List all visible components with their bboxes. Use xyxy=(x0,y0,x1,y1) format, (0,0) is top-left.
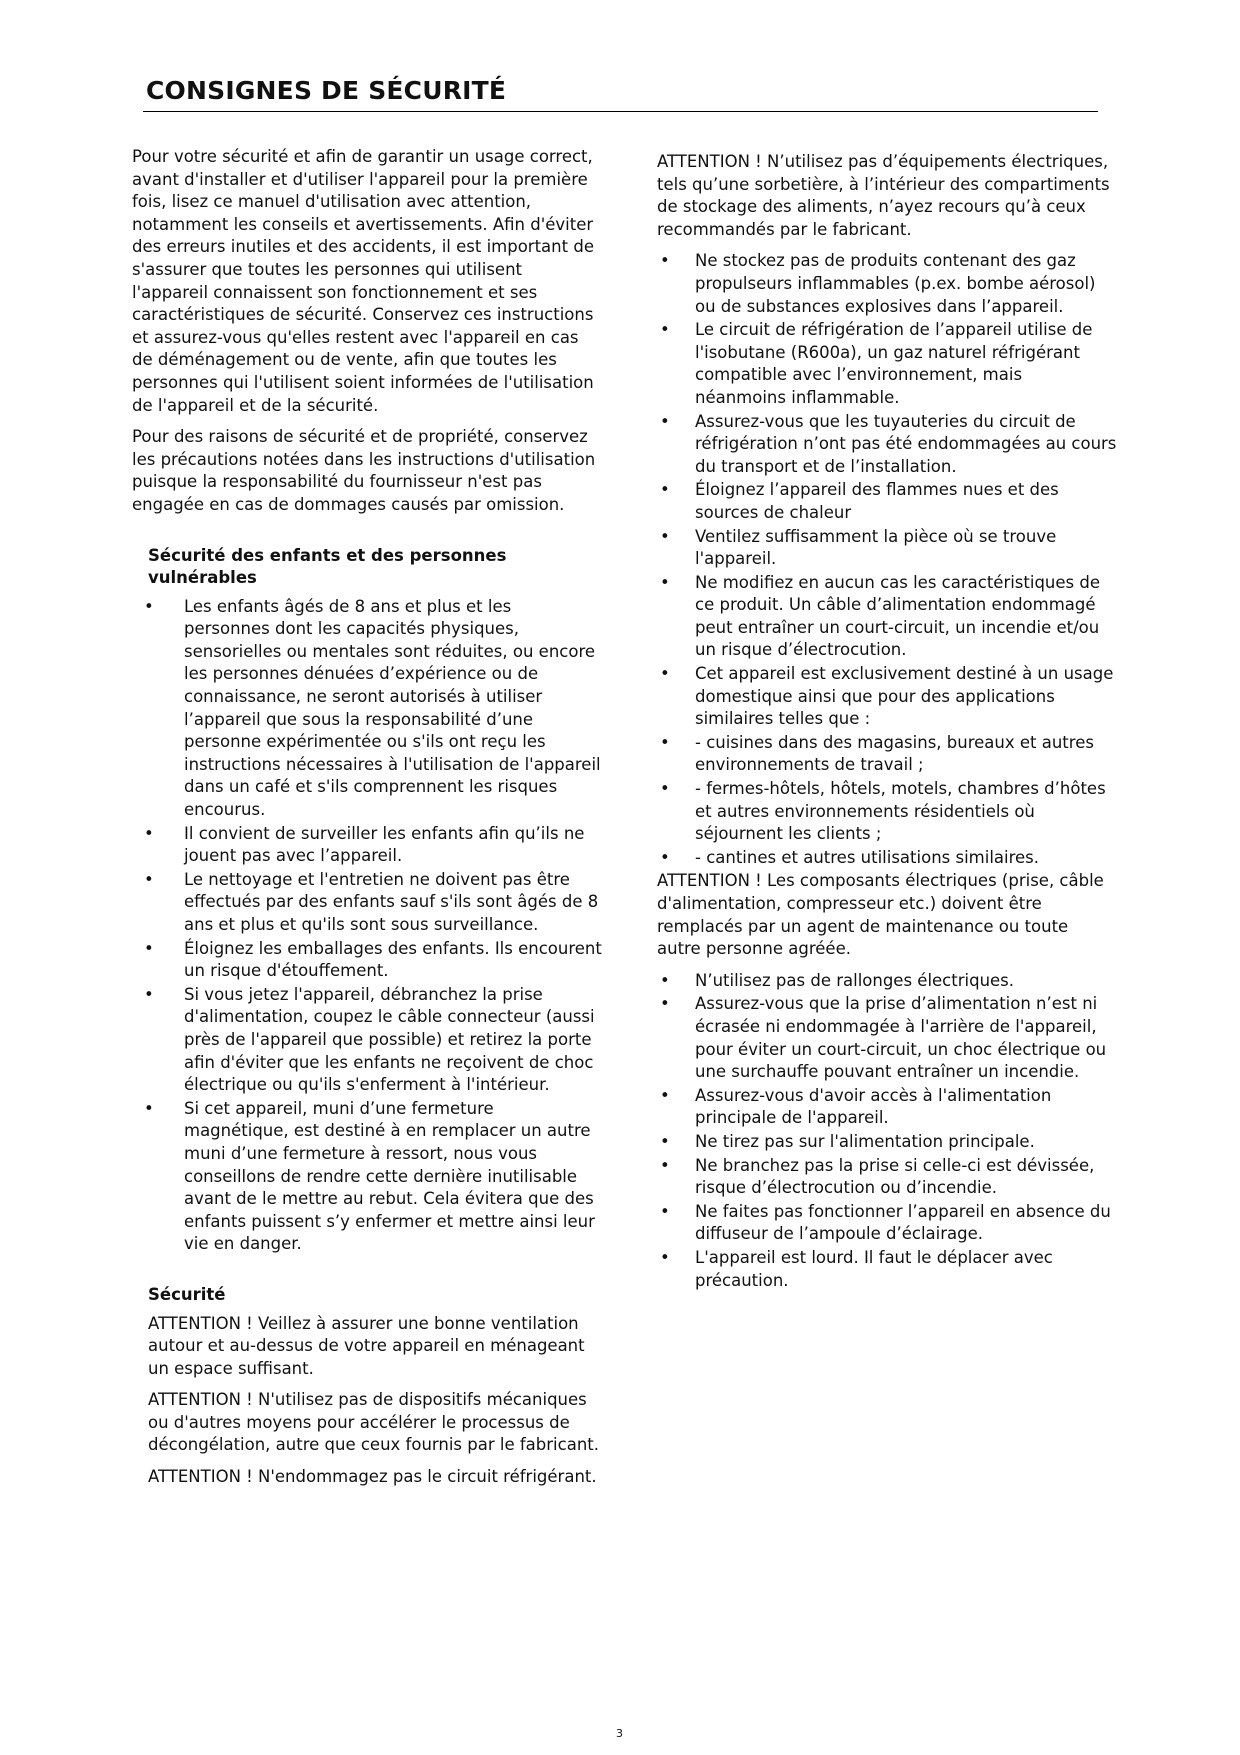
bullet-icon: • xyxy=(660,732,670,752)
list-item: • Éloignez l’appareil des flammes nues et des sources de chaleur xyxy=(660,480,1059,522)
bullet-icon: • xyxy=(660,572,670,592)
safety-heading: Sécurité xyxy=(148,1284,226,1304)
list-item: • Éloignez les emballages des enfants. Ils encourent un risque d'étouffement. xyxy=(144,938,602,981)
list-item: • Ne branchez pas la prise si celle-ci est dévissée, risque d’électrocution ou d’incendie. xyxy=(660,1155,1095,1198)
intro-paragraph: Pour votre sécurité et afin de garantir un usage correct, avant d'installer et d'utiliser l'appareil pour la première fois, lisez ce manuel d'utilisation avec attention, notamment les conseils et avertissements. Afin d'éviter des erreurs inutiles et des accidents, il est important de s'assurer que toutes les personnes qui utilisent l'appareil connaissent son fonctionnement et ses caractéristiques de sécurité. Conservez ces instructions et assurez-vous qu'elles restent avec l'appareil en cas de déménagement ou de vente, afin que toutes les personnes qui l'utilisent soient informées de l'utilisation de l'appareil et de la sécurité. xyxy=(132,147,594,415)
bullet-icon: • xyxy=(660,970,670,990)
title-underline xyxy=(143,111,1098,112)
bullet-icon: • xyxy=(660,847,670,867)
bullet-icon: • xyxy=(660,1201,670,1221)
list-item: • N’utilisez pas de rallonges électriques. xyxy=(657,970,1117,993)
list-item: • Il convient de surveiller les enfants afin qu’ils ne jouent pas avec l’appareil. xyxy=(144,823,585,866)
bullet-icon: • xyxy=(144,938,154,958)
list-item: • Les enfants âgés de 8 ans et plus et les personnes dont les capacités physiques, sensorielles ou mentales sont réduites, ou encore les personnes dénuées d’expérience ou de connaissance, ne seront autorisés à utiliser l’appareil que sous la responsabilité d’une personne expérimentée ou s'ils ont reçu les instructions nécessaires à l'utilisation de l'appareil dans un café et s'ils comprennent les risques encourus. xyxy=(144,596,601,820)
bullet-icon: • xyxy=(660,1247,670,1267)
bullet-icon: • xyxy=(660,320,670,340)
list-item: • - cuisines dans des magasins, bureaux et autres environnements de travail ; xyxy=(660,732,1094,775)
list-item: • Le circuit de réfrigération de l’appareil utilise de l'isobutane (R600a), un gaz naturel réfrigérant compatible avec l’environnement, mais néanmoins inflammable. xyxy=(660,320,1093,407)
attention-electrical-components: ATTENTION ! Les composants électriques (prise, câble d'alimentation, compresseur etc.) doivent être remplacés par un agent de maintenance ou toute autre personne agréée. xyxy=(657,871,1104,959)
bullet-icon: • xyxy=(660,779,670,799)
list-item: • Si vous jetez l'appareil, débranchez la prise d'alimentation, coupez le câble connecteur (aussi près de l'appareil que possible) et retirez la porte afin d'éviter que les enfants ne reçoivent de choc électrique ou qu'ils s'enferment à l'intérieur. xyxy=(144,984,595,1095)
list-item: • Ne stockez pas de produits contenant des gaz propulseurs inflammables (p.ex. bombe aérosol) ou de substances explosives dans l’appareil. xyxy=(660,251,1096,316)
bullet-icon: • xyxy=(660,411,670,431)
list-item: • Assurez-vous que la prise d’alimentation n’est ni écrasée ni endommagée à l'arrière de l'appareil, pour éviter un court-circuit, un choc électrique ou une surchauffe pouvant entraîner un incendie. xyxy=(660,994,1107,1082)
list-item: • Ne tirez pas sur l'alimentation principale. xyxy=(657,1131,1117,1154)
page-title: CONSIGNES DE SÉCURITÉ xyxy=(146,76,507,105)
bullet-icon: • xyxy=(144,1098,154,1118)
bullet-icon: • xyxy=(660,1085,670,1105)
bullet-icon: • xyxy=(660,251,670,271)
attention-electrical-equipment: ATTENTION ! N’utilisez pas d’équipements électriques, tels qu’une sorbetière, à l’intérieur des compartiments de stockage des aliments, n’ayez recours qu’à ceux recommandés par le fabricant. xyxy=(657,152,1110,239)
list-item: • - cantines et autres utilisations similaires. xyxy=(657,847,1117,870)
bullet-icon: • xyxy=(144,823,154,843)
list-item: • - fermes-hôtels, hôtels, motels, chambres d’hôtes et autres environnements résidentiels où séjournent les clients ; xyxy=(660,779,1106,844)
bullet-icon: • xyxy=(660,994,670,1014)
list-item: • Assurez-vous que les tuyauteries du circuit de réfrigération n’ont pas été endommagées au cours du transport et de l’installation. xyxy=(660,411,1117,476)
children-safety-list xyxy=(132,596,602,1256)
left-column xyxy=(132,146,602,1498)
page-number: 3 xyxy=(616,1727,623,1740)
list-item: • Cet appareil est exclusivement destiné à un usage domestique ainsi que pour des applications similaires telles que : xyxy=(660,664,1114,729)
bullet-icon: • xyxy=(660,526,670,546)
bullet-icon: • xyxy=(660,1131,670,1151)
attention-ventilation: ATTENTION ! Veillez à assurer une bonne ventilation autour et au-dessus de votre appareil en ménageant un espace suffisant. xyxy=(148,1313,585,1378)
bullet-icon: • xyxy=(144,869,154,889)
right-column xyxy=(657,151,1117,1293)
attention-circuit: ATTENTION ! N'endommagez pas le circuit réfrigérant. xyxy=(148,1467,597,1487)
children-safety-heading: Sécurité des enfants et des personnes vulnérables xyxy=(148,545,507,588)
list-item: • Ventilez suffisamment la pièce où se trouve l'appareil. xyxy=(660,526,1057,569)
general-safety-list xyxy=(657,250,1117,869)
power-safety-list xyxy=(657,970,1117,1292)
list-item: • Ne modifiez en aucun cas les caractéristiques de ce produit. Un câble d’alimentation endommagé peut entraîner un court-circuit, un incendie et/ou un risque d’électrocution. xyxy=(660,572,1101,660)
bullet-icon: • xyxy=(660,480,670,500)
list-item: • Le nettoyage et l'entretien ne doivent pas être effectués par des enfants sauf s'ils sont âgés de 8 ans et plus et qu'ils sont sous surveillance. xyxy=(144,869,599,934)
list-item: • Si cet appareil, muni d’une fermeture magnétique, est destiné à en remplacer un autre muni d’une fermeture à ressort, nous vous conseillons de rendre cette dernière inutilisable avant de le mettre au rebut. Cela évitera que des enfants puissent s’y enfermer et mettre ainsi leur vie en danger. xyxy=(144,1098,595,1254)
attention-defrost: ATTENTION ! N'utilisez pas de dispositifs mécaniques ou d'autres moyens pour accélérer le processus de décongélation, autre que ceux fournis par le fabricant. xyxy=(148,1390,599,1455)
liability-paragraph: Pour des raisons de sécurité et de propriété, conservez les précautions notées dans les instructions d'utilisation puisque la responsabilité du fournisseur n'est pas engagée en cas de dommages causés par omission. xyxy=(132,427,596,514)
list-item: • Assurez-vous d'avoir accès à l'alimentation principale de l'appareil. xyxy=(660,1085,1052,1128)
bullet-icon: • xyxy=(660,1155,670,1175)
bullet-icon: • xyxy=(144,984,154,1004)
bullet-icon: • xyxy=(144,596,154,616)
list-item: • L'appareil est lourd. Il faut le déplacer avec précaution. xyxy=(660,1247,1053,1290)
bullet-icon: • xyxy=(660,664,670,684)
list-item: • Ne faites pas fonctionner l’appareil en absence du diffuseur de l’ampoule d’éclairage. xyxy=(660,1201,1111,1244)
